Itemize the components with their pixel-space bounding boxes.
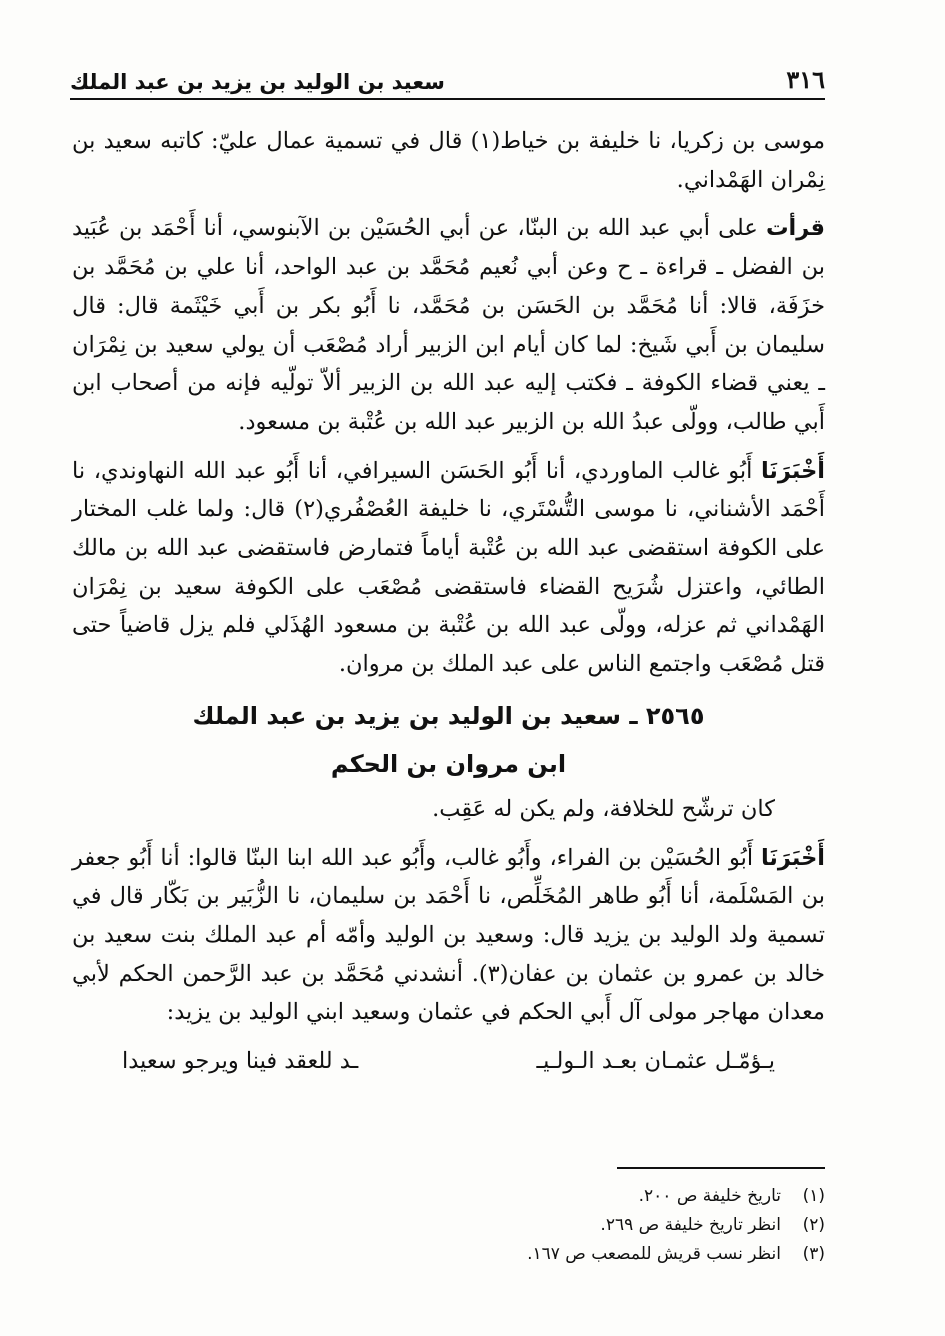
page-header: [70, 62, 825, 100]
running-title: سعيد بن الوليد بن يزيد بن عبد الملك: [70, 70, 445, 94]
verse-first-hemistich: يـؤمّـل عثمـان بعـد الـولـيـ: [536, 1048, 775, 1075]
paragraph-1: [72, 122, 825, 199]
paragraph-text: أَبُو الحُسَيْن بن الفراء، وأَبُو غالب، وأَبُو عبد الله ابنا البنّا قالوا: أنا أَبُو جعفر بن المَسْلَمة، أنا أَبُو طاهر المُخَلِّص، نا أَحْمَد بن سليمان، نا الزُّبَير بن بَكّار قال في تسمية ولد الوليد بن يزيد قال: وسعيد بن الوليد وأمّه أم عبد الملك بنت سعيد بن خالد بن عمرو بن عثمان بن عفان(٣). أنشدني مُحَمَّد بن عبد الرَّحمن الحكم لأبي معدان مهاجر مولى آل أَبي الحكم في عثمان وسعيد ابني الوليد بن يزيد:: [72, 844, 825, 1026]
footnote-text: تاريخ خليفة ص ٢٠٠.: [638, 1186, 781, 1206]
paragraph-2: [72, 209, 825, 441]
paragraph-text: موسى بن زكريا، نا خليفة بن خياط(١) قال في تسمية عمال عليّ: كاتبه سعيد بن نِمْران الهَمْداني.: [72, 128, 825, 193]
verse-second-hemistich: ـد للعقد فينا ويرجو سعيدا: [122, 1048, 359, 1075]
paragraph-lead: قرأت: [765, 215, 825, 242]
footnote: [420, 1211, 825, 1240]
main-text: [72, 122, 825, 1081]
footnote-number: (٢): [802, 1215, 825, 1235]
paragraph-text: أَبُو غالب الماوردي، أنا أَبُو الحَسَن السيرافي، أنا أَبُو عبد الله النهاوندي، نا أَحْمَد الأشناني، نا موسى التُّسْتَري، نا خليفة العُصْفُري(٢) قال: ولما غلب المختار على الكوفة استقضى عبد الله بن عُتْبة أياماً فتمارض فاستقضى عبد الله بن مالك الطائي، واعتزل شُرَيح القضاء فاستقضى مُصْعَب على الكوفة سعيد بن نِمْرَان الهَمْداني ثم عزله، وولّى عبد الله بن عُتْبة بن مسعود الهُذَلي فلم يزل قاضياً حتى قتل مُصْعَب واجتمع الناس على عبد الملك بن مروان.: [72, 457, 826, 678]
footnote-number: (١): [802, 1186, 825, 1206]
footnote-text: انظر نسب قريش للمصعب ص ١٦٧.: [527, 1244, 781, 1264]
footnote-text: انظر تاريخ خليفة ص ٢٦٩.: [600, 1215, 781, 1235]
entry-intro: كان ترشّح للخلافة، ولم يكن له عَقِب.: [432, 795, 775, 822]
entry-heading-line1: ٢٥٦٥ ـ سعيد بن الوليد بن يزيد بن عبد الملك: [192, 701, 705, 730]
entry-paragraph: [72, 839, 825, 1033]
entry-heading-line2: ابن مروان بن الحكم: [330, 749, 567, 778]
poem-verse: [72, 1042, 825, 1081]
footnote-divider: [617, 1167, 825, 1169]
footnote: [420, 1240, 825, 1269]
paragraph-lead: أَخْبَرَنَا: [760, 457, 825, 484]
paragraph-text: على أبي عبد الله بن البنّا، عن أبي الحُسَيْن بن الآبنوسي، أنا أَحْمَد بن عُبَيد بن الفضل ـ قراءة ـ ح وعن أبي نُعيم مُحَمَّد بن عبد الواحد، أنا علي بن مُحَمَّد بن خزَفَة، قالا: أنا مُحَمَّد بن الحَسَن بن مُحَمَّد، نا أَبُو بكر بن أَبي خَيْثَمة قال: قال سليمان بن أَبي شَيخ: لما كان أيام ابن الزبير أراد مُصْعَب أن يولي سعيد بن نِمْرَان ـ يعني قضاء الكوفة ـ فكتب إليه عبد الله بن الزبير ألاّ تولّيه فإنه من أصحاب ابن أَبي طالب، وولّى عبدُ الله بن الزبير عبد الله بن عُتْبة بن مسعود.: [72, 215, 825, 435]
paragraph-3: [72, 452, 825, 684]
footnote-number: (٣): [802, 1244, 825, 1264]
footnote: [420, 1182, 825, 1211]
paragraph-lead: أَخْبَرَنَا: [760, 844, 825, 871]
page-number: ٣١٦: [786, 65, 825, 94]
footnotes: [420, 1182, 825, 1269]
